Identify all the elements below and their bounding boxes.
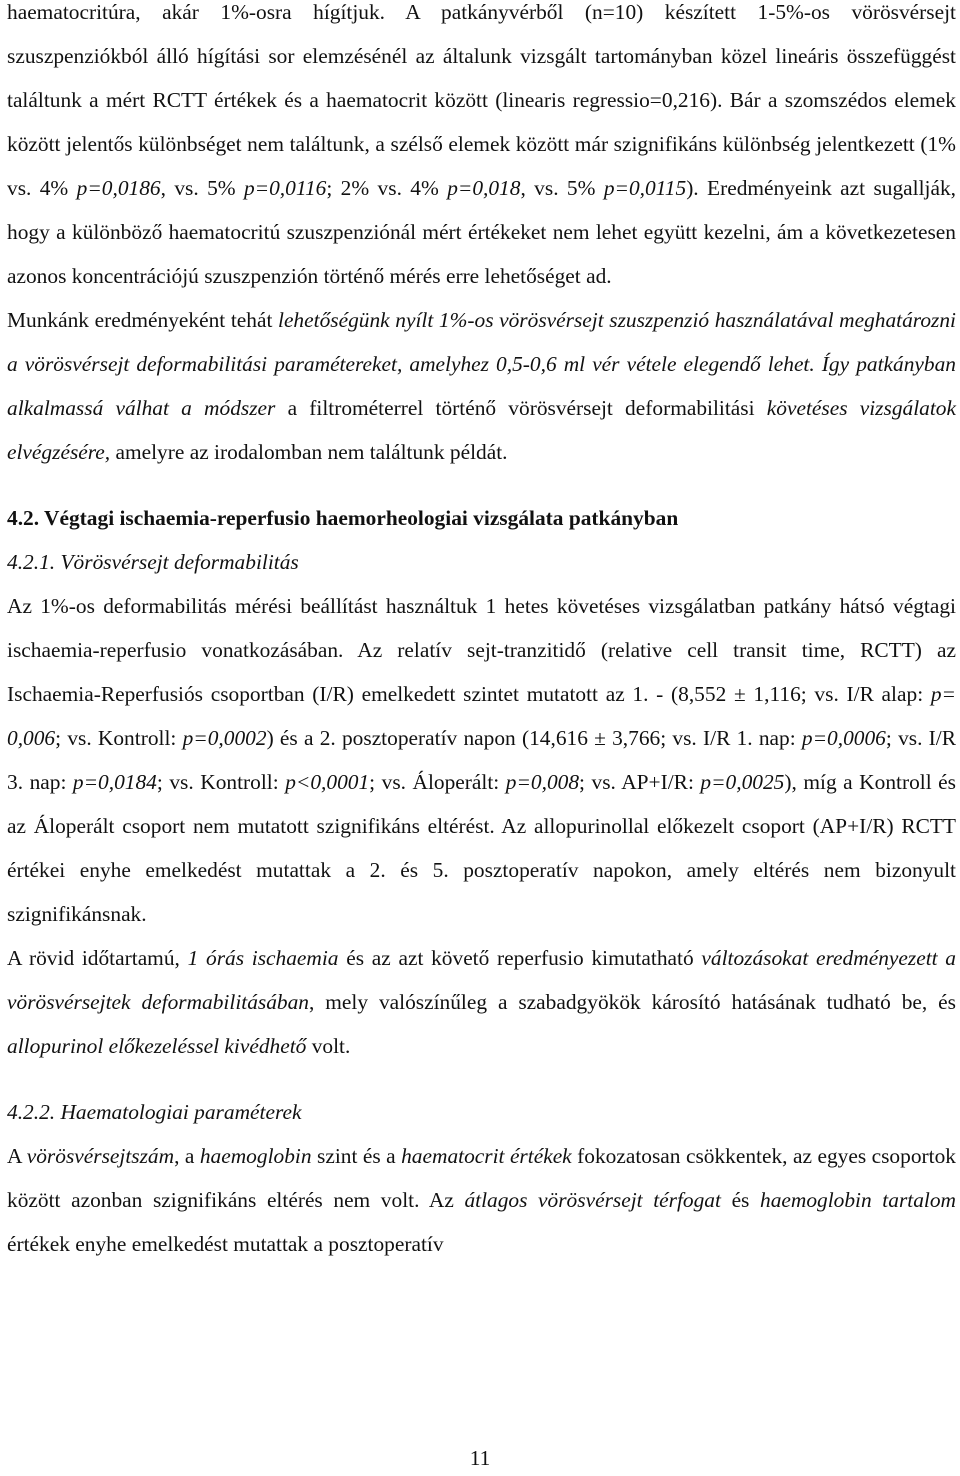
text-run: és (720, 1188, 760, 1212)
subsection-heading-deformability: 4.2.1. Vörösvérsejt deformabilitás (7, 550, 299, 574)
text-run: ) és a 2. posztoperatív napon (14,616 ± 3,766; vs. I/R 1. nap: (266, 726, 802, 750)
italic-text-run: p=0,0186 (76, 176, 161, 200)
italic-text-run: lehetőségünk nyílt 1%-os vörösvérsejt szuszpenzió használatával meghatározni a vörösvérsejt deformabilitási paramétereket, amelyhez 0,5-0,6 ml vér vétele elegendő lehet. Így patkányban alkalmassá válhat a módszer (7, 308, 956, 420)
text-run: és az azt követő reperfusio kimutatható (338, 946, 702, 970)
text-run: , vs. 5% (520, 176, 604, 200)
text-run: Munkánk eredményeként tehát (7, 308, 278, 332)
text-run: ; vs. Áloperált: (369, 770, 506, 794)
italic-text-run: p<0,0001 (285, 770, 370, 794)
document-page (7, 0, 956, 1266)
text-run: volt. (306, 1034, 351, 1058)
text-run: ), míg a Kontroll és az Áloperált csoport nem mutatott szignifikáns eltérést. Az allopurinollal előkezelt csoport (AP+I/R) RCTT értékei enyhe emelkedést mutattak a 2. és 5. posztoperatív napokon, amely eltérés nem bizonyult szignifikánsnak. (7, 770, 956, 926)
italic-text-run: vörösvérsejtszám (26, 1144, 175, 1168)
paragraph-rctt-results (7, 584, 956, 936)
italic-text-run: haematocrit értékek (401, 1144, 572, 1168)
text-run: haematocritúra, akár 1%-osra hígítjuk. A patkányvérből (n=10) készített 1-5%-os vörösvérsejt szuszpenziókból álló hígítási sor elemzésénél az általunk vizsgált tartományban közel lineáris összefüggést találtunk a mért RCTT értékek és a haematocrit között (linearis regressio=0,216). Bár a szomszédos elemek között jelentős különbséget nem találtunk, a szélső elemek között már szignifikáns különbség jelentkezett (1% vs. 4% (7, 0, 956, 200)
text-run: ; vs. Kontroll: (55, 726, 183, 750)
italic-text-run: p=0,0002 (182, 726, 267, 750)
page-number: 11 (469, 1446, 491, 1470)
italic-text-run: p=0,0115 (603, 176, 687, 200)
italic-text-run: változásokat eredményezett a vörösvérsejtek deformabilitásában (7, 946, 956, 1014)
text-run: Az 1%-os deformabilitás mérési beállítást használtuk 1 hetes követéses vizsgálatban patkány hátsó végtagi ischaemia-reperfusio vonatkozásában. Az relatív sejt-tranzitidő (relative cell transit time, RCTT) az Ischaemia-Reperfusiós csoportban (I/R) emelkedett szintet mutatott az 1. - (8,552 ± 1,116; vs. I/R alap: (7, 594, 956, 706)
text-run: szint és a (311, 1144, 402, 1168)
text-run: a filtrométerrel történő vörösvérsejt deformabilitási (275, 396, 767, 420)
italic-text-run: követéses vizsgálatok elvégzésére, (7, 396, 956, 464)
italic-text-run: allopurinol előkezeléssel kivédhető (7, 1034, 307, 1058)
paragraph-conclusion (7, 298, 956, 474)
paragraph-haematology (7, 1134, 956, 1266)
text-run: ; vs. I/R 3. nap: (7, 726, 957, 794)
italic-text-run: p= 0,006 (7, 682, 956, 750)
italic-text-run: p=0,0116 (243, 176, 327, 200)
text-run: amelyre az irodalomban nem találtunk példát. (110, 440, 508, 464)
text-run: A (7, 1144, 27, 1168)
section-heading: 4.2. Végtagi ischaemia-reperfusio haemorheologiai vizsgálata patkányban (7, 506, 679, 530)
text-run: ; vs. AP+I/R: (579, 770, 701, 794)
italic-text-run: p=0,0006 (801, 726, 886, 750)
text-run: , vs. 5% (160, 176, 244, 200)
text-run: , mely valószínűleg a szabadgyökök károsító hatásának tudható be, és (309, 990, 956, 1014)
italic-text-run: átlagos vörösvérsejt térfogat (464, 1188, 721, 1212)
subsection-heading-haematology: 4.2.2. Haematologiai paraméterek (7, 1100, 302, 1124)
text-run: , a (174, 1144, 200, 1168)
paragraph-ischaemia-summary (7, 936, 956, 1068)
italic-text-run: haemoglobin tartalom (760, 1188, 956, 1212)
italic-text-run: p=0,008 (505, 770, 580, 794)
text-run: A rövid időtartamú, (7, 946, 188, 970)
italic-text-run: 1 órás ischaemia (187, 946, 339, 970)
italic-text-run: haemoglobin (199, 1144, 312, 1168)
text-run: értékek enyhe emelkedést mutattak a posztoperatív (7, 1232, 444, 1256)
text-run: ; vs. Kontroll: (156, 770, 286, 794)
paragraph-hematocrit-dilution (7, 0, 956, 298)
italic-text-run: p=0,0025 (700, 770, 785, 794)
text-run: ). Eredményeink azt sugallják, hogy a különböző haematocritú szuszpenziónál mért értékeket nem lehet együtt kezelni, ám a következetesen azonos koncentrációjú szuszpenzión történő mérés erre lehetőséget ad. (7, 176, 957, 288)
italic-text-run: p=0,018 (447, 176, 521, 200)
italic-text-run: p=0,0184 (72, 770, 157, 794)
text-run: fokozatosan csökkentek, az egyes csoportok között azonban szignifikáns eltérés nem volt. Az (7, 1144, 956, 1212)
text-run: ; 2% vs. 4% (326, 176, 448, 200)
